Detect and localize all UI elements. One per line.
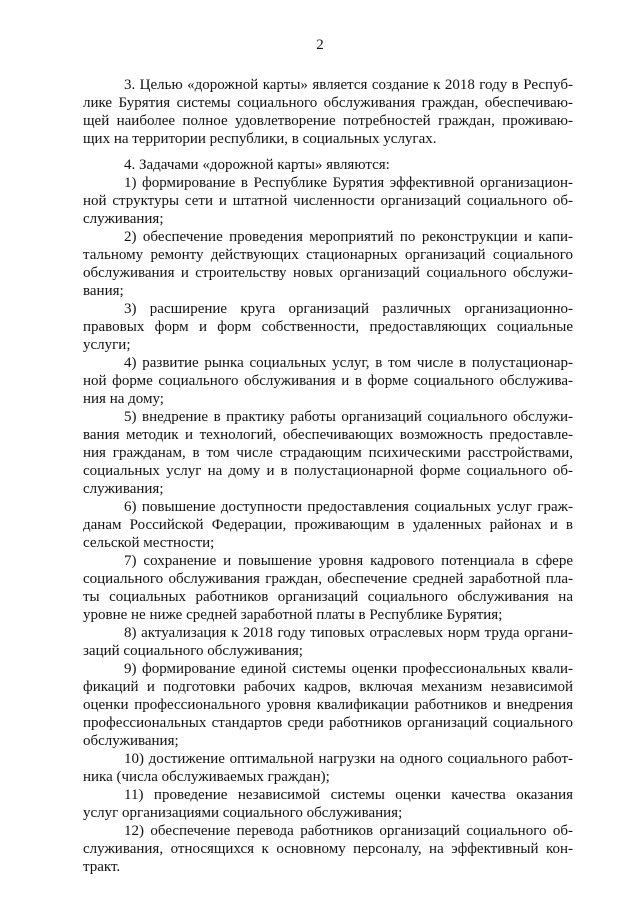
text-line: ника (числа обслуживаемых граждан); (83, 769, 330, 785)
text-line: тракт. (83, 859, 121, 875)
text-line: 11) проведение независимой системы оценки качества оказания (124, 787, 573, 803)
list-item-task-7 (83, 552, 573, 624)
text-line: социального обслуживания граждан, обеспечение средней заработной пла- (83, 571, 573, 587)
text-line: вания методик и технологий, обеспечивающих возможность предоставле- (83, 427, 573, 443)
text-line: оценки профессионального уровня квалификации работников и внедрения (83, 697, 573, 713)
text-line: ной структуры сети и штатной численности организаций социального об- (83, 193, 573, 209)
text-line: 4) развитие рынка социальных услуг, в том числе в полустационар- (124, 355, 573, 371)
list-item-task-6 (83, 498, 573, 552)
text-line: 8) актуализация к 2018 году типовых отраслевых норм труда органи- (124, 625, 573, 641)
text-line: сельской местности; (83, 535, 215, 551)
text-line: обслуживания; (83, 733, 179, 749)
text-line: ты социальных работников организаций социального обслуживания на (83, 589, 573, 605)
text-line: заций социального обслуживания; (83, 643, 303, 659)
document-body (83, 76, 573, 876)
text-line: уровне не ниже средней заработной платы в Республике Бурятия; (83, 607, 503, 623)
text-line: 12) обеспечение перевода работников организаций социального об- (124, 823, 573, 839)
list-item-task-2 (83, 228, 573, 300)
list-item-task-9 (83, 660, 573, 750)
text-line: ния на дому; (83, 391, 164, 407)
text-line: данам Российской Федерации, проживающим в удаленных районах и в (83, 517, 573, 533)
text-line: ной форме социального обслуживания и в форме социального обслужива- (83, 373, 573, 389)
list-item-task-12 (83, 822, 573, 876)
text-line: щих на территории республики, в социальных услугах. (83, 131, 437, 147)
text-line: 10) достижение оптимальной нагрузки на одного социального работ- (124, 751, 573, 767)
text-line: лике Бурятия системы социального обслуживания граждан, обеспечиваю- (83, 95, 573, 111)
paragraph-goal (83, 76, 573, 148)
list-item-task-8 (83, 624, 573, 660)
text-line: социальных услуг на дому и в полустационарной форме социального об- (83, 463, 573, 479)
text-line: 5) внедрение в практику работы организаций социального обслужи- (124, 409, 573, 425)
list-item-task-1 (83, 174, 573, 228)
page-number: 2 (316, 37, 324, 53)
list-item-task-3 (83, 300, 573, 354)
paragraph-tasks-intro (83, 156, 573, 174)
text-line: услуги; (83, 337, 131, 353)
text-line: обслуживания и строительству новых организаций социального обслужи- (83, 265, 573, 281)
text-line: фикаций и подготовки рабочих кадров, включая механизм независимой (83, 679, 573, 695)
paragraph-gap (83, 148, 573, 156)
text-line: тальному ремонту действующих стационарных организаций социального (83, 247, 573, 263)
text-line: служивания; (83, 211, 164, 227)
text-line: услуг организациями социального обслуживания; (83, 805, 403, 821)
text-line: 4. Задачами «дорожной карты» являются: (124, 157, 390, 173)
text-line: 7) сохранение и повышение уровня кадрового потенциала в сфере (124, 553, 573, 569)
text-line: 6) повышение доступности предоставления социальных услуг граж- (124, 499, 573, 515)
text-line: ния гражданам, в том числе страдающим психическими расстройствами, (83, 445, 573, 461)
text-line: 1) формирование в Республике Бурятия эффективной организацион- (124, 175, 573, 191)
list-item-task-11 (83, 786, 573, 822)
text-line: правовых форм и форм собственности, предоставляющих социальные (83, 319, 573, 335)
text-line: 2) обеспечение проведения мероприятий по реконструкции и капи- (124, 229, 573, 245)
list-item-task-4 (83, 354, 573, 408)
text-line: 3) расширение круга организаций различных организационно- (124, 301, 573, 317)
text-line: профессиональных стандартов среди работников организаций социального (83, 715, 573, 731)
text-line: щей наиболее полное удовлетворение потребностей граждан, проживаю- (83, 113, 573, 129)
text-line: 3. Целью «дорожной карты» является создание к 2018 году в Респуб- (124, 77, 573, 93)
text-line: вания; (83, 283, 124, 299)
text-line: служивания; (83, 481, 164, 497)
list-item-task-10 (83, 750, 573, 786)
text-line: 9) формирование единой системы оценки профессиональных квали- (124, 661, 573, 677)
text-line: служивания, относящихся к основному персоналу, на эффективный кон- (83, 841, 573, 857)
list-item-task-5 (83, 408, 573, 498)
